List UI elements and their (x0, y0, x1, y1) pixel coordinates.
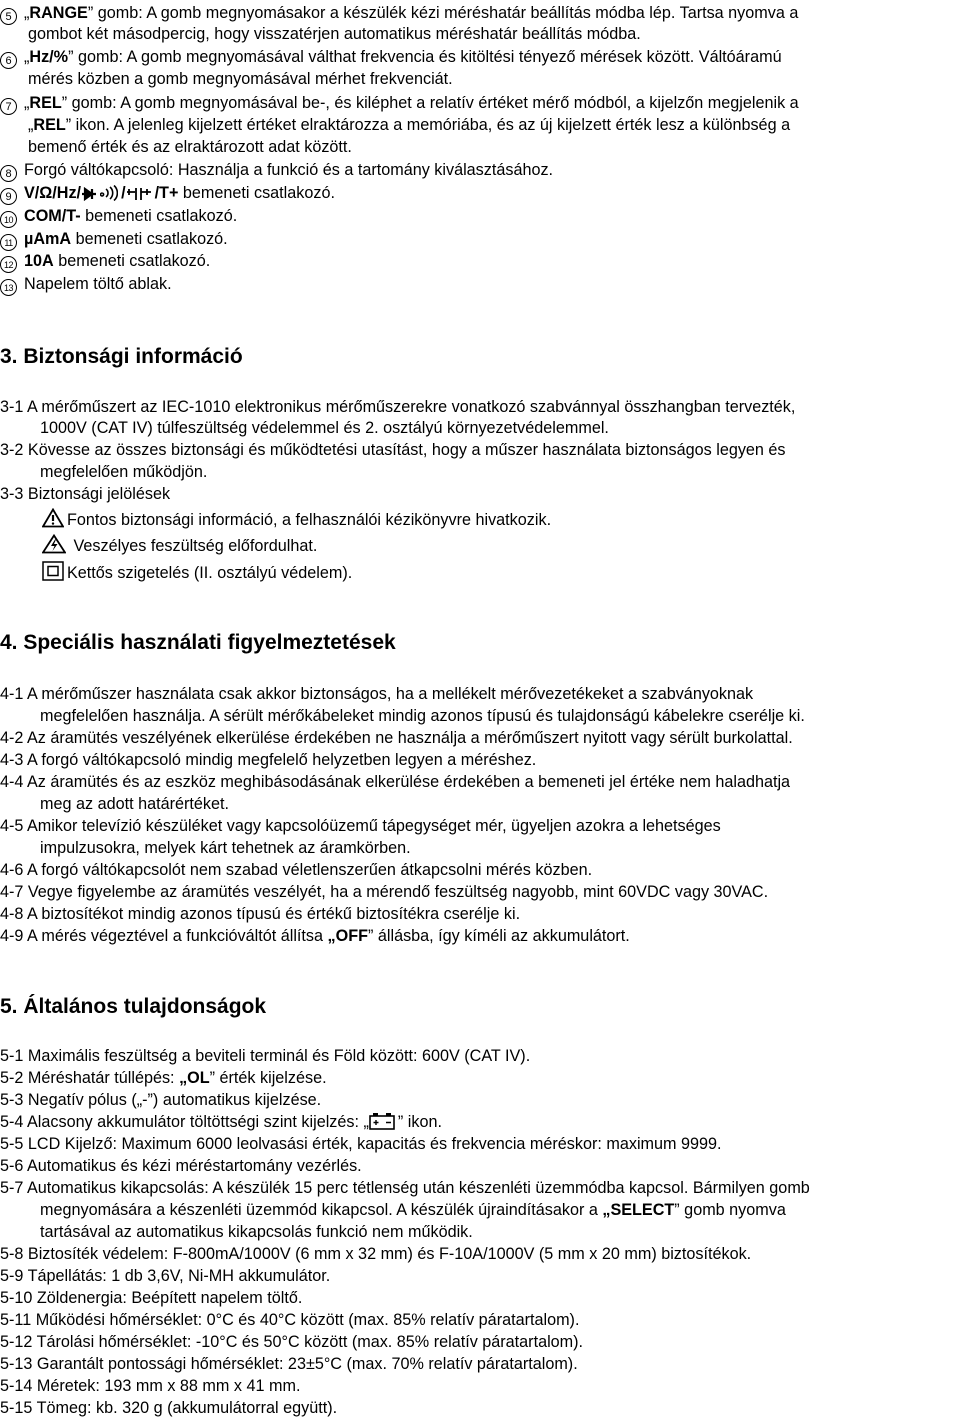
sec3-item-2-cont: megfelelően működjön. (40, 463, 208, 481)
sec4-item-4: 4-4 Az áramütés és az eszköz meghibásodásának elkerülése érdekében a bemeneti jel értéke nem haladhatja (0, 773, 791, 791)
section-5-heading: 5. Általános tulajdonságok (0, 995, 267, 1018)
sec4-item-2: 4-2 Az áramütés veszélyének elkerülése érdekében ne használja a mérőműszert nyitott vagy sérült burkolattal. (0, 729, 793, 747)
hz-button-label: Hz/% (29, 48, 69, 66)
sec4-item-5: 4-5 Amikor televízió készüléket vagy kapcsolóüzemű tápegységet mér, ügyeljen azokra a lehetséges (0, 817, 721, 835)
sec4-item-5-cont: impulzusokra, melyek kárt tehetnek az áramkörben. (40, 839, 411, 857)
warning-triangle-icon (42, 508, 64, 528)
sec5-item-6: 5-6 Automatikus és kézi méréstartomány vezérlés. (0, 1157, 362, 1175)
sec5-item-1: 5-1 Maximális feszültség a beviteli terminál és Föld között: 600V (CAT IV). (0, 1047, 531, 1065)
list-item-12: 12 10A bemeneti csatlakozó. (0, 251, 210, 273)
capacitor-icon (126, 187, 152, 201)
list-item-5-cont: gombot két másodpercig, hogy visszatérjen automatikus méréshatár beállítás módba. (28, 25, 641, 43)
sec5-item-14: 5-14 Méretek: 193 mm x 88 mm x 41 mm. (0, 1377, 301, 1395)
sec4-item-6: 4-6 A forgó váltókapcsolót nem szabad véletlenszerűen átkapcsolni mérés közben. (0, 861, 593, 879)
circled-number: 6 (0, 52, 17, 69)
range-button-label: RANGE (29, 4, 88, 22)
sec5-item-11: 5-11 Működési hőmérséklet: 0°C és 40°C között (max. 85% relatív páratartalom). (0, 1311, 580, 1329)
battery-icon (369, 1112, 395, 1130)
symbol-row-double-insulation: Kettős szigetelés (II. osztályú védelem). (42, 561, 352, 583)
list-item-10: 10 COM/T- bemeneti csatlakozó. (0, 206, 237, 228)
sec5-item-7-cont: megnyomására a készenléti üzemmód kikapcsol. A készülék újraindításakor a „SELECT” gomb nyomva (40, 1201, 786, 1219)
sec4-item-9: 4-9 A mérés végeztével a funkcióváltót állítsa „OFF” állásba, így kíméli az akkumulátort. (0, 927, 630, 945)
list-item-6-cont: mérés közben a gomb megnyomásával mérhet frekvenciát. (28, 70, 453, 88)
sec3-item-1-cont: 1000V (CAT IV) túlfeszültség védelemmel és 2. osztályú környezetvédelemmel. (40, 419, 609, 437)
sec5-item-7: 5-7 Automatikus kikapcsolás: A készülék 15 perc tétlenség után készenléti üzemmódba kapcsol. Bármilyen gomb (0, 1179, 810, 1197)
diode-icon (81, 187, 97, 201)
list-item-7: 7 „REL” gomb: A gomb megnyomásával be-, és kiléphet a relatív értéket mérő módból, a kijelzőn megjelenik a (0, 93, 799, 115)
high-voltage-icon (42, 534, 66, 554)
list-item-9: 9 V/Ω/Hz/ / /T+ bemeneti csatlakozó. (0, 183, 335, 205)
circled-number: 7 (0, 98, 17, 115)
circled-number: 8 (0, 165, 17, 182)
list-item-6: 6 „Hz/%” gomb: A gomb megnyomásával válthat frekvencia és kitöltési tényező mérések között. Váltóáramú (0, 47, 782, 69)
continuity-sound-icon (100, 185, 118, 201)
sec5-item-2: 5-2 Méréshatár túllépés: „OL” érték kijelzése. (0, 1069, 327, 1087)
sec5-item-10: 5-10 Zöldenergia: Beépített napelem töltő. (0, 1289, 303, 1307)
list-item-5: 5 „RANGE” gomb: A gomb megnyomásakor a készülék kézi méréshatár beállítás módba lép. Tartsa nyomva a (0, 3, 798, 25)
list-item-13: 13 Napelem töltő ablak. (0, 274, 172, 296)
list-item-8: 8 Forgó váltókapcsoló: Használja a funkció és a tartomány kiválasztásához. (0, 160, 553, 182)
sec4-item-7: 4-7 Vegye figyelembe az áramütés veszélyét, ha a mérendő feszültség nagyobb, mint 60VDC vagy 30VAC. (0, 883, 769, 901)
list-item-7-cont: „REL” ikon. A jelenleg kijelzett értéket elraktározza a memóriába, és az új kijelzett érték lesz a különbség a (28, 116, 791, 134)
circled-number: 12 (0, 256, 17, 273)
circled-number: 13 (0, 279, 17, 296)
sec4-item-3: 4-3 A forgó váltókapcsoló mindig megfelelő helyzetben legyen a méréshez. (0, 751, 537, 769)
sec4-item-8: 4-8 A biztosítékot mindig azonos típusú és értékű biztosítékra cserélje ki. (0, 905, 521, 923)
circled-number: 10 (0, 211, 17, 228)
section-4-heading: 4. Speciális használati figyelmeztetések (0, 631, 396, 654)
double-insulation-icon (42, 561, 64, 581)
sec5-item-3: 5-3 Negatív pólus („-”) automatikus kijelzése. (0, 1091, 322, 1109)
circled-number: 9 (0, 188, 17, 205)
sec5-item-13: 5-13 Garantált pontossági hőmérséklet: 23±5°C (max. 70% relatív páratartalom). (0, 1355, 578, 1373)
circled-number: 11 (0, 234, 17, 251)
rel-button-label: REL (29, 94, 62, 112)
sec3-item-3: 3-3 Biztonsági jelölések (0, 485, 171, 503)
sec4-item-4-cont: meg az adott határértéket. (40, 795, 229, 813)
circled-number: 5 (0, 8, 17, 25)
sec5-item-8: 5-8 Biztosíték védelem: F-800mA/1000V (6 mm x 32 mm) és F-10A/1000V (5 mm x 20 mm) biztosítékok. (0, 1245, 752, 1263)
section-3-heading: 3. Biztonsági információ (0, 345, 243, 368)
list-item-11: 11 µAmA bemeneti csatlakozó. (0, 229, 228, 251)
list-item-7-cont2: bemenő érték és az elraktározott adat között. (28, 138, 352, 156)
sec5-item-7-cont2: tartásával az automatikus kikapcsolás funkció nem működik. (40, 1223, 473, 1241)
sec5-item-9: 5-9 Tápellátás: 1 db 3,6V, Ni-MH akkumulátor. (0, 1267, 331, 1285)
sec5-item-12: 5-12 Tárolási hőmérséklet: -10°C és 50°C között (max. 85% relatív páratartalom). (0, 1333, 584, 1351)
symbol-row-voltage: Veszélyes feszültség előfordulhat. (42, 534, 317, 556)
sec3-item-1: 3-1 A mérőműszert az IEC-1010 elektronikus mérőműszerekre vonatkozó szabvánnyal összhangban tervezték, (0, 398, 796, 416)
sec5-item-4: 5-4 Alacsony akkumulátor töltöttségi szint kijelzés: „ ” ikon. (0, 1113, 442, 1131)
sec3-item-2: 3-2 Kövesse az összes biztonsági és működtetési utasítást, hogy a műszer használata biztonságos legyen és (0, 441, 786, 459)
sec5-item-5: 5-5 LCD Kijelző: Maximum 6000 leolvasási érték, kapacitás és frekvencia méréskor: maximum 9999. (0, 1135, 722, 1153)
symbol-row-warning: Fontos biztonsági információ, a felhasználói kézikönyvre hivatkozik. (42, 508, 551, 530)
sec4-item-1: 4-1 A mérőműszer használata csak akkor biztonságos, ha a mellékelt mérővezetékeket a szabványoknak (0, 685, 754, 703)
sec5-item-15: 5-15 Tömeg: kb. 320 g (akkumulátorral együtt). (0, 1399, 338, 1417)
sec4-item-1-cont: megfelelően használja. A sérült mérőkábeleket mindig azonos típusú és tulajdonságú kábelekre cserélje ki. (40, 707, 805, 725)
